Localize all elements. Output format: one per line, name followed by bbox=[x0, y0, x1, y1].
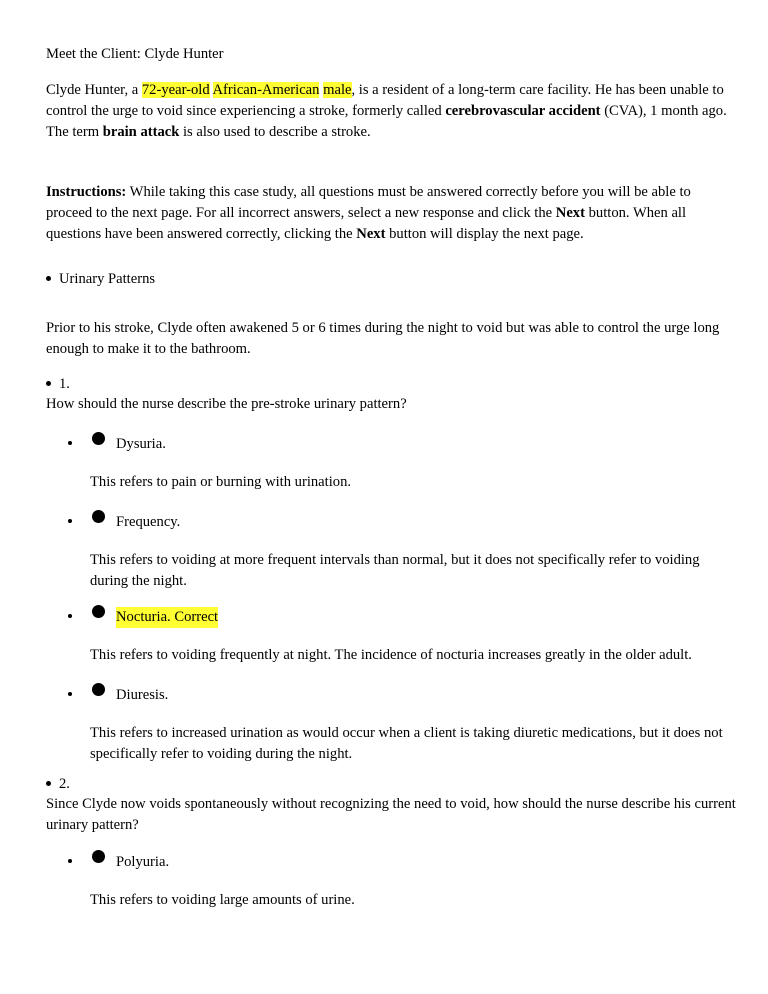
option-label: Polyuria. bbox=[116, 854, 170, 870]
option-explanation: This refers to voiding large amounts of urine. bbox=[90, 892, 355, 908]
intro-paragraph bbox=[46, 80, 736, 143]
bullet-icon bbox=[46, 381, 51, 386]
list-bullet-icon bbox=[68, 441, 72, 445]
section-heading: Urinary Patterns bbox=[59, 271, 156, 287]
instructions-paragraph bbox=[46, 182, 736, 245]
section-bullet bbox=[46, 269, 155, 290]
option-label: Diuresis. bbox=[116, 687, 169, 703]
bullet-icon bbox=[46, 276, 51, 281]
intro-text-3: (CVA), 1 month ago. The term bbox=[46, 103, 727, 140]
q1-number: 1. bbox=[59, 376, 70, 392]
radio-button-icon[interactable] bbox=[92, 850, 105, 863]
instructions-label: Instructions: bbox=[46, 184, 127, 200]
doc-title: Meet the Client: Clyde Hunter bbox=[46, 46, 224, 62]
q1-text: How should the nurse describe the pre-stroke urinary pattern? bbox=[46, 396, 407, 412]
option-explanation: This refers to pain or burning with urination. bbox=[90, 474, 352, 490]
highlight-gender: male bbox=[323, 82, 352, 98]
intro-text-2: , is a resident of a long-term care facility. He has been unable to control the urge to void since experiencing a stroke, formerly called bbox=[46, 82, 724, 119]
radio-button-icon[interactable] bbox=[92, 510, 105, 523]
term-cva: cerebrovascular accident bbox=[445, 103, 601, 119]
highlight-race: African-American bbox=[212, 82, 320, 98]
option-explanation: This refers to voiding at more frequent intervals than normal, but it does not specifically refer to voiding during the night. bbox=[90, 552, 700, 589]
bullet-icon bbox=[46, 781, 51, 786]
radio-button-icon[interactable] bbox=[92, 605, 105, 618]
intro-text-4: is also used to describe a stroke. bbox=[179, 124, 371, 140]
term-brain-attack: brain attack bbox=[102, 124, 180, 140]
q2-bullet bbox=[46, 774, 70, 795]
radio-button-icon[interactable] bbox=[92, 432, 105, 445]
radio-button-icon[interactable] bbox=[92, 683, 105, 696]
intro-text-1: Clyde Hunter, a bbox=[46, 82, 142, 98]
option-label: Frequency. bbox=[116, 514, 181, 530]
next-term-1: Next bbox=[555, 205, 585, 221]
q2-number: 2. bbox=[59, 776, 70, 792]
instructions-text-1: While taking this case study, all questions must be answered correctly before you will be able to proceed to the next page. For all incorrect answers, select a new response and click the bbox=[46, 184, 691, 221]
list-bullet-icon bbox=[68, 614, 72, 618]
instructions-text-2: button. When all questions have been answered correctly, clicking the bbox=[46, 205, 687, 242]
option-explanation: This refers to increased urination as would occur when a client is taking diuretic medications, but it does not specifically refer to voiding during the night. bbox=[90, 725, 723, 762]
instructions-text-3: button will display the next page. bbox=[385, 226, 584, 242]
list-bullet-icon bbox=[68, 519, 72, 523]
list-bullet-icon bbox=[68, 692, 72, 696]
highlight-age: 72-year-old bbox=[141, 82, 210, 98]
list-bullet-icon bbox=[68, 859, 72, 863]
scenario-paragraph: Prior to his stroke, Clyde often awakened 5 or 6 times during the night to void but was able to control the urge long enough to make it to the bathroom. bbox=[46, 320, 720, 357]
option-label-correct: Nocturia. Correct bbox=[116, 607, 218, 628]
q1-bullet bbox=[46, 374, 70, 395]
option-label: Dysuria. bbox=[116, 436, 166, 452]
option-explanation: This refers to voiding frequently at night. The incidence of nocturia increases greatly in the older adult. bbox=[90, 647, 692, 663]
q2-text: Since Clyde now voids spontaneously without recognizing the need to void, how should the nurse describe his current urinary pattern? bbox=[46, 796, 736, 833]
next-term-2: Next bbox=[356, 226, 386, 242]
